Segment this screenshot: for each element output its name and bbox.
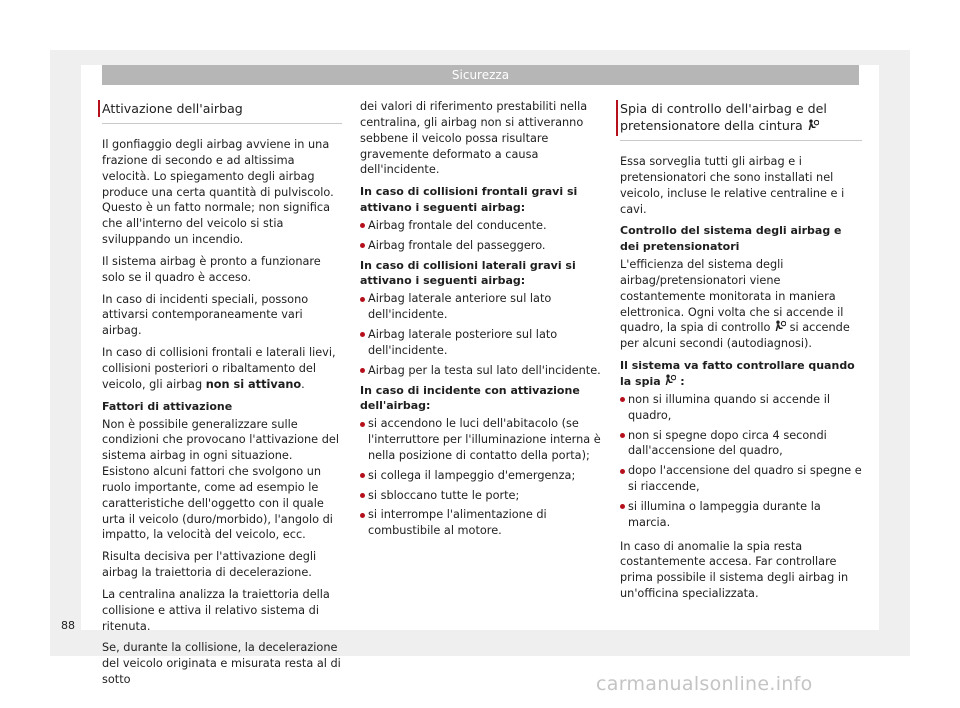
subheading-lateral: In caso di collisioni laterali gravi si attivano i seguenti airbag: (360, 258, 576, 288)
list-item: Airbag laterale anteriore sul lato dell'incidente. (360, 291, 602, 323)
column-right (620, 96, 862, 608)
subheading-text: Il sistema va fatto controllare quando la spia (620, 359, 855, 388)
watermark: carmanualsonline.info (596, 673, 813, 695)
column-left (102, 96, 342, 694)
section-header: Sicurezza (102, 65, 859, 85)
section-title-text: Spia di controllo dell'airbag e del pretensionatore della cintura (620, 101, 827, 133)
paragraph: In caso di incidenti speciali, possono attivarsi contemporaneamente vari airbag. (102, 292, 309, 338)
list-item: Airbag per la testa sul lato dell'incidente. (360, 363, 602, 379)
paragraph: Non è possibile generalizzare sulle condizioni che provocano l'attivazione del sistema airbag in ogni situazione. Esistono alcuni fattori che svolgono un ruolo importante, come ad esempio le caratteristiche dell'oggetto con il quale urta il veicolo (duro/morbido), l'angolo di impatto, la velocità del veicolo, ecc. (102, 417, 339, 542)
paragraph: Se, durante la collisione, la decelerazione del veicolo originata e misurata resta al di sotto (102, 641, 341, 687)
airbag-warning-icon (774, 320, 786, 333)
paragraph: Risulta decisiva per l'attivazione degli airbag la traiettoria di decelerazione. (102, 550, 317, 580)
paragraph: Il gonfiaggio degli airbag avviene in una frazione di secondo e ad altissima velocità. Lo spiegamento degli airbag produce una certa quantità di pulviscolo. Questo è un fatto normale; non significa che all'interno del veicolo si stia sviluppando un incendio. (102, 138, 334, 247)
paragraph: Il sistema airbag è pronto a funzionare solo se il quadro è acceso. (102, 254, 321, 284)
list-item: si sbloccano tutte le porte; (360, 488, 602, 504)
list-item: non si illumina quando si accende il quadro, (620, 392, 862, 424)
paragraph-text: In caso di collisioni frontali e laterali lievi, collisioni posteriori o ribaltamento del veicolo, gli airbag (102, 346, 336, 391)
list-item: non si spegne dopo circa 4 secondi dall'accensione del quadro, (620, 428, 862, 460)
section-title-activation: Attivazione dell'airbag (102, 96, 342, 124)
subheading-system-check: Controllo del sistema degli airbag e dei pretensionatori (620, 224, 842, 254)
list-item: si collega il lampeggio d'emergenza; (360, 468, 602, 484)
subheading-text: : (676, 374, 685, 388)
paragraph: In caso di anomalie la spia resta costantemente accesa. Far controllare prima possibile il sistema degli airbag in un'officina specializzata. (620, 539, 849, 601)
subheading-after-deployment: In caso di incidente con attivazione dell'airbag: (360, 383, 580, 413)
column-middle (360, 99, 602, 543)
paragraph: dei valori di riferimento prestabiliti nella centralina, gli airbag non si attiveranno sebbene il veicolo possa risultare gravemente deformato a causa dell'incidente. (360, 100, 588, 177)
list-item: Airbag laterale posteriore sul lato dell'incidente. (360, 327, 602, 359)
list-item: si interrompe l'alimentazione di combustibile al motore. (360, 507, 602, 539)
subheading-activation-factors: Fattori di attivazione (102, 399, 233, 413)
subheading-when-to-check (620, 358, 862, 390)
paragraph-text: . (301, 377, 305, 391)
airbag-warning-icon (664, 374, 676, 387)
paragraph (620, 257, 862, 352)
list-item: si illumina o lampeggia durante la marcia. (620, 499, 862, 531)
list-item: dopo l'accensione del quadro si spegne e si riaccende, (620, 463, 862, 495)
list-item: si accendono le luci dell'abitacolo (se l'interruttore per l'illuminazione interna è nella posizione di contatto della porta); (360, 416, 602, 464)
paragraph (102, 345, 342, 393)
paragraph: Essa sorveglia tutti gli airbag e i pretensionatori che sono installati nel veicolo, incluse le relative centraline e i cavi. (620, 155, 845, 216)
subheading-frontal: In caso di collisioni frontali gravi si attivano i seguenti airbag: (360, 185, 578, 215)
paragraph: La centralina analizza la traiettoria della collisione e attiva il relativo sistema di ritenuta. (102, 587, 330, 633)
paragraph-text: L'efficienza del sistema degli airbag/pretensionatori viene costantemente monitorata in maniera elettronica. Ogni volta che si accende il quadro, la spia di controllo (620, 258, 844, 335)
paragraph-text: si accende per alcuni secondi (autodiagnosi). (620, 321, 850, 351)
section-title-warning-light (620, 96, 862, 141)
airbag-warning-icon (807, 119, 819, 132)
list-item: Airbag frontale del conducente. (360, 218, 602, 234)
page-number: 88 (61, 619, 75, 632)
emphasis-text: non si attivano (205, 377, 302, 391)
list-item: Airbag frontale del passeggero. (360, 238, 602, 254)
